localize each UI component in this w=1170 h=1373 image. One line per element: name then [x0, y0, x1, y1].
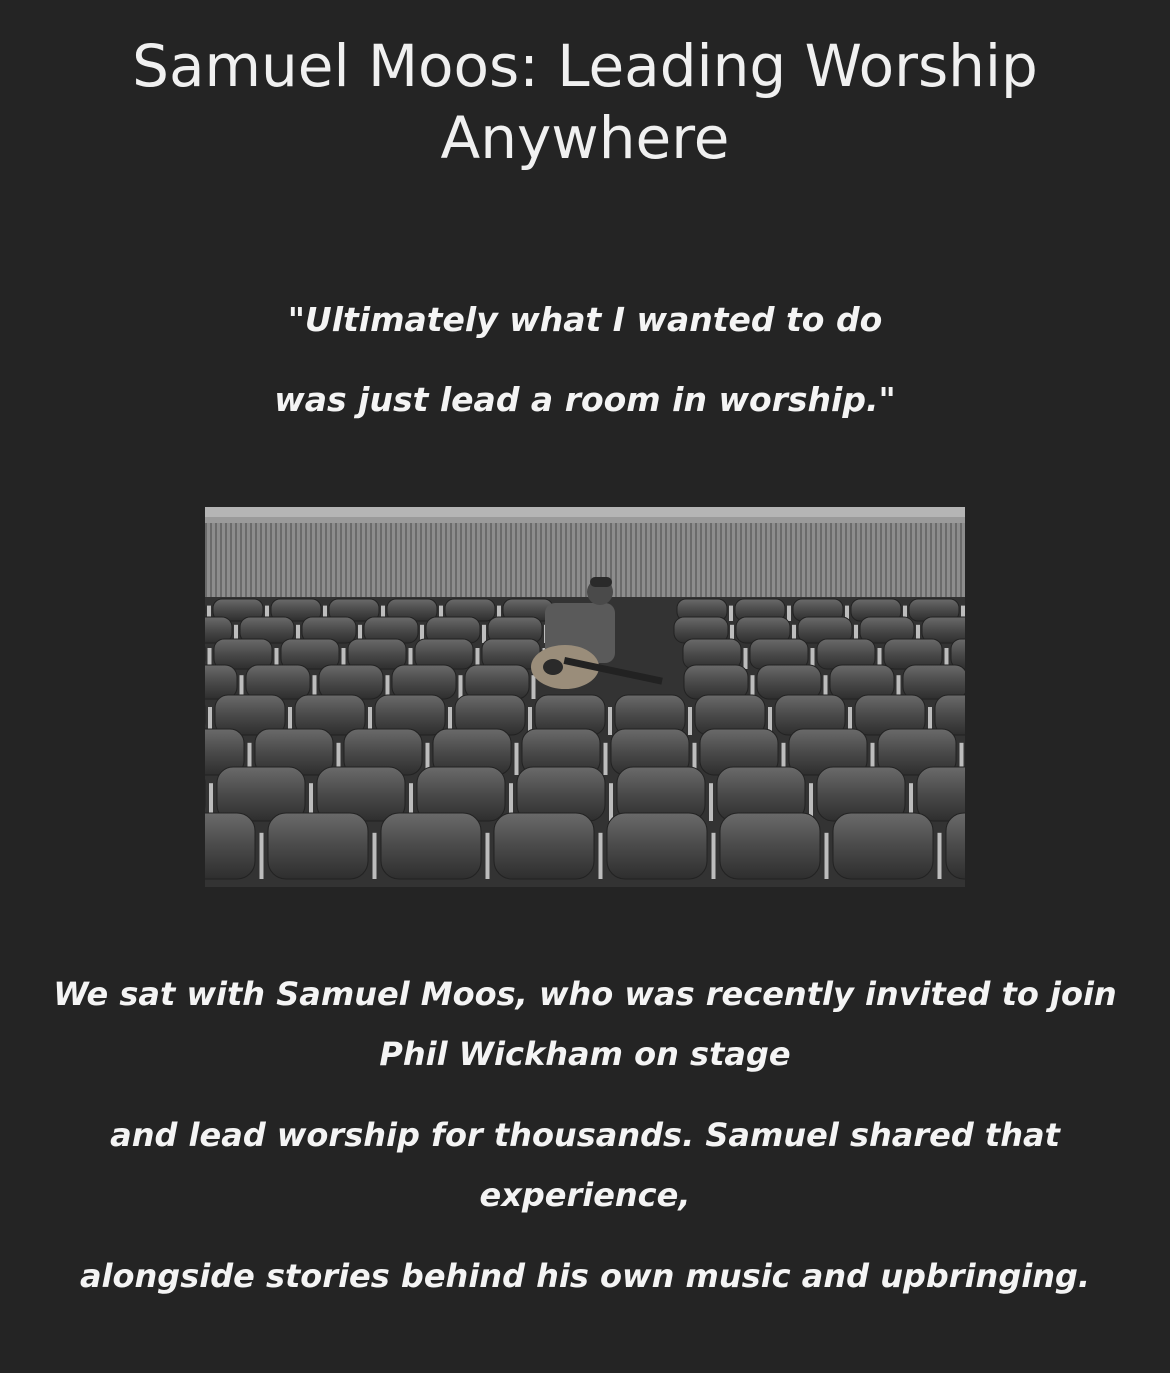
- seat-armrest: [787, 606, 791, 621]
- seat-armrest: [260, 833, 264, 879]
- seat-armrest: [486, 833, 490, 879]
- seat-armrest: [709, 783, 713, 821]
- seat-back: [946, 813, 965, 879]
- seat-armrest: [532, 675, 536, 699]
- seat-back: [205, 813, 255, 879]
- intro-paragraph-1: We sat with Samuel Moos, who was recently invited to join Phil Wickham on stage: [53, 975, 1117, 1073]
- seat-armrest: [482, 625, 486, 643]
- seat-armrest: [712, 833, 716, 879]
- seat-back: [917, 767, 965, 821]
- seat-back: [903, 665, 965, 699]
- seat-back: [833, 813, 933, 879]
- seat-back: [268, 813, 368, 879]
- seat-armrest: [608, 707, 612, 735]
- seat-back: [607, 813, 707, 879]
- seat-armrest: [599, 833, 603, 879]
- seat-armrest: [938, 833, 942, 879]
- seat-armrest: [459, 675, 463, 699]
- seat-armrest: [729, 606, 733, 621]
- hero-photo: [205, 507, 965, 887]
- seat-back: [319, 665, 383, 699]
- seat-back: [684, 665, 748, 699]
- seat-armrest: [609, 783, 613, 821]
- seat-armrest: [515, 743, 519, 775]
- slatted-wall: [205, 523, 965, 607]
- seat-armrest: [744, 648, 748, 669]
- seat-back: [757, 665, 821, 699]
- seat-back: [392, 665, 456, 699]
- seat-back: [381, 813, 481, 879]
- hero-photo-graphic: [205, 507, 965, 887]
- page-title: Samuel Moos: Leading Worship Anywhere: [132, 32, 1038, 172]
- intro-paragraph-2: and lead worship for thousands. Samuel shared that experience,: [110, 1116, 1060, 1214]
- seat-back: [830, 665, 894, 699]
- seat-armrest: [688, 707, 692, 735]
- seat-back: [205, 665, 237, 699]
- seat-back: [465, 665, 529, 699]
- seat-armrest: [604, 743, 608, 775]
- seat-back: [720, 813, 820, 879]
- seat-back: [246, 665, 310, 699]
- seat-armrest: [825, 833, 829, 879]
- seat-back: [494, 813, 594, 879]
- pull-quote-line-2: was just lead a room in worship.": [274, 380, 896, 419]
- intro-paragraph-3: alongside stories behind his own music and upbringing.: [79, 1257, 1091, 1295]
- seat-armrest: [373, 833, 377, 879]
- pull-quote-line-1: "Ultimately what I wanted to do: [287, 300, 883, 339]
